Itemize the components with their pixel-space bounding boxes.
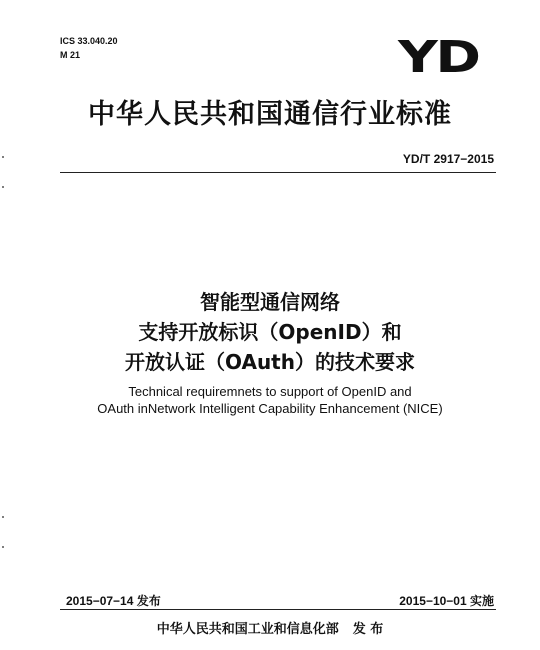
yd-logo: YD xyxy=(398,32,479,83)
scan-mark xyxy=(2,516,4,518)
top-divider xyxy=(60,172,496,173)
ics-code: ICS 33.040.20 xyxy=(60,36,118,46)
chinese-title-line-3: 开放认证（OAuth）的技术要求 xyxy=(125,350,415,374)
classification-code: M 21 xyxy=(60,50,81,60)
chinese-title-line-1: 智能型通信网络 xyxy=(200,290,340,314)
issue-date: 2015−07−14 发布 xyxy=(66,594,161,608)
scan-mark xyxy=(2,186,4,188)
publisher-line xyxy=(0,618,540,637)
scan-mark xyxy=(2,546,4,548)
standard-number: YD/T 2917−2015 xyxy=(402,152,494,166)
scan-mark xyxy=(2,156,4,158)
publish-word: 发 布 xyxy=(352,622,384,637)
english-title-line-2: OAuth inNetwork Intelligent Capability Enhancement (NICE) xyxy=(97,401,443,416)
publisher-name: 中华人民共和国工业和信息化部 xyxy=(156,622,339,637)
implementation-date: 2015−10−01 实施 xyxy=(399,594,494,608)
english-title-line-1: Technical requiremnets to support of OpenID and xyxy=(128,384,412,399)
bottom-divider xyxy=(60,609,496,610)
chinese-title-line-2: 支持开放标识（OpenID）和 xyxy=(138,320,402,344)
organization-title: 中华人民共和国通信行业标准 xyxy=(88,99,452,130)
